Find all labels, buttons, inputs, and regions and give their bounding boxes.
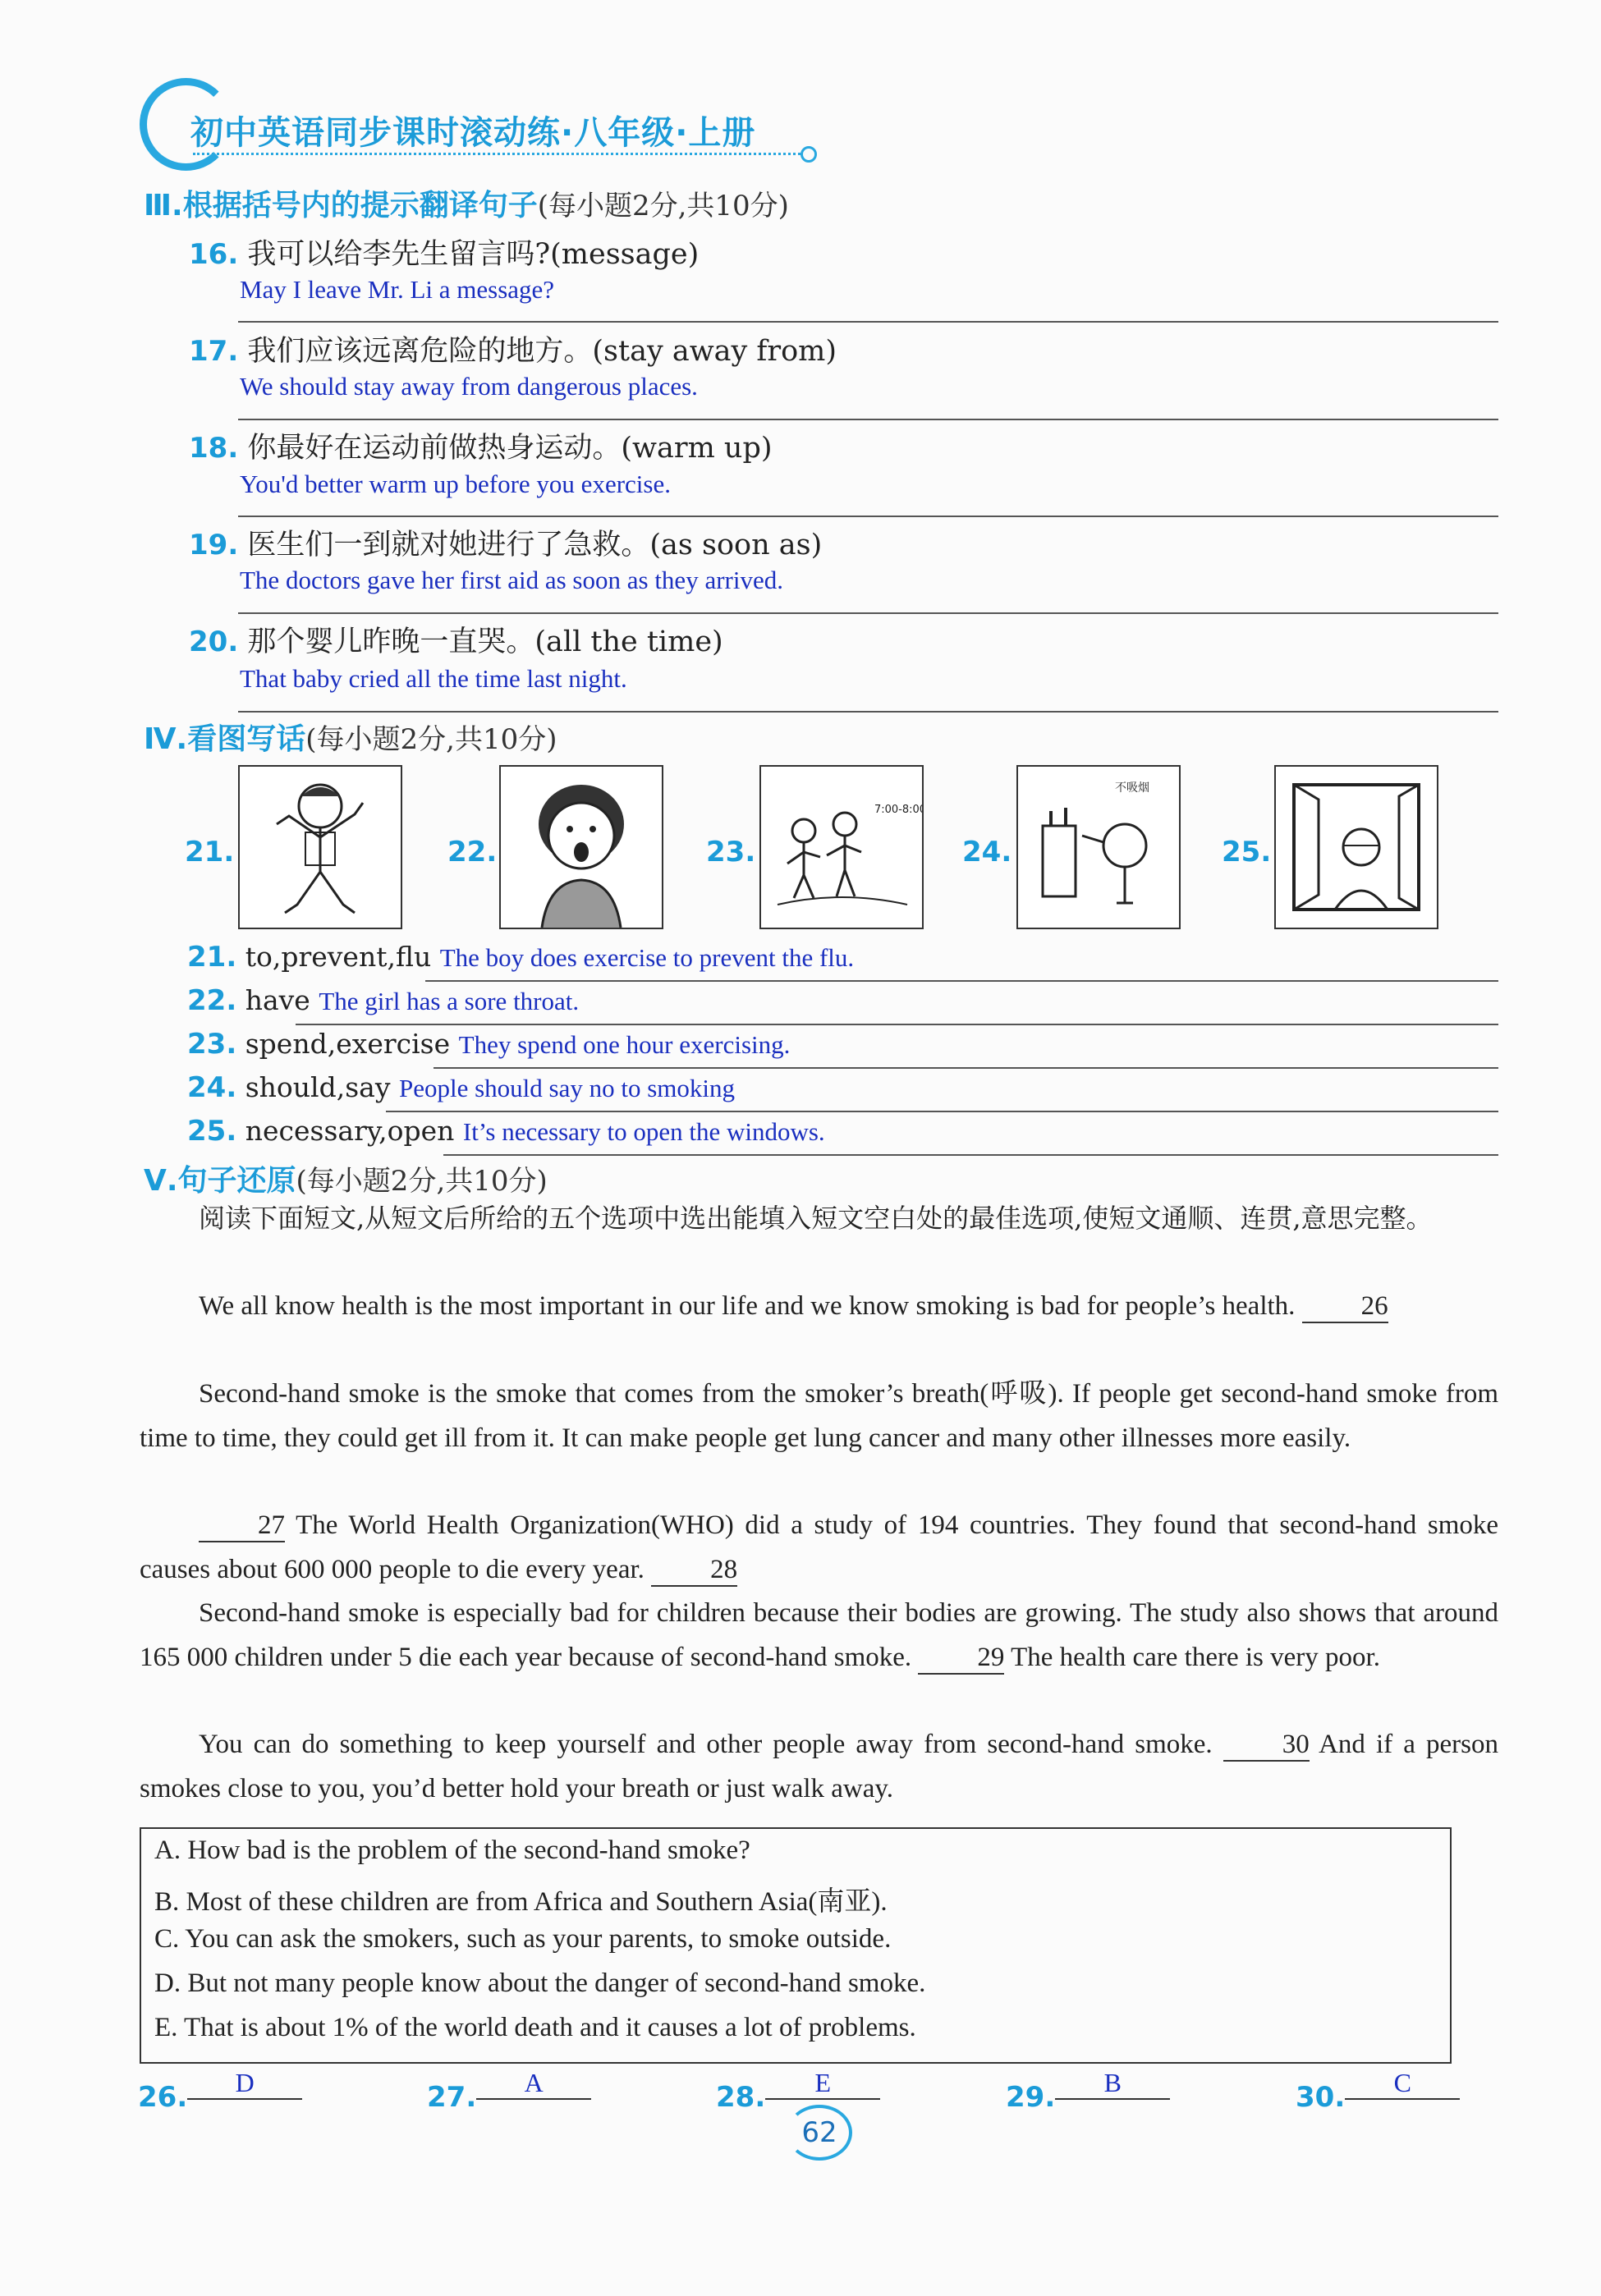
section-5-title: Ⅴ.句子还原(每小题2分,共10分) xyxy=(144,1164,548,1198)
picture-time-label: 7:00-8:00 xyxy=(874,804,922,816)
write-line xyxy=(443,1154,1498,1156)
write-line xyxy=(434,1067,1498,1069)
write-item-22: 22. have The girl has a sore throat. xyxy=(187,984,580,1017)
picture-number: 22. xyxy=(447,836,498,868)
answer-28: 28. E xyxy=(716,2081,880,2115)
question-16: 16. 我可以给李先生留言吗?(message) xyxy=(189,238,700,271)
header-dot-ornament xyxy=(800,146,817,163)
answer-20: That baby cried all the time last night. xyxy=(240,664,627,693)
picture-open-window xyxy=(1274,765,1438,929)
write-line xyxy=(386,1111,1498,1112)
blank-27: 27 xyxy=(199,1510,285,1542)
blank-30: 30 xyxy=(1223,1729,1310,1762)
option-a: A. How bad is the problem of the second-hand smoke? xyxy=(154,1835,750,1865)
question-18: 18. 你最好在运动前做热身运动。(warm up) xyxy=(189,432,773,465)
option-c: C. You can ask the smokers, such as your parents, to smoke outside. xyxy=(154,1924,892,1954)
picture-number: 25. xyxy=(1222,836,1272,868)
picture-boy-exercising xyxy=(238,765,402,929)
picture-kids-exercise-hour xyxy=(759,765,924,929)
header-divider xyxy=(193,153,800,155)
book-title: 初中英语同步课时滚动练·八年级·上册 xyxy=(190,114,756,152)
write-line xyxy=(425,980,1498,982)
passage-paragraph-1: We all know health is the most important in our life and we know smoking is bad for people’s health. 26 xyxy=(140,1285,1498,1329)
question-20: 20. 那个婴儿昨晚一直哭。(all the time) xyxy=(189,626,723,658)
answer-line xyxy=(238,419,1498,420)
blank-28: 28 xyxy=(651,1554,737,1587)
passage-paragraph-3: 27 The World Health Organization(WHO) did a study of 194 countries. They found that second-hand smoke causes about 600 000 people to die every year. 28 xyxy=(140,1504,1498,1592)
picture-sign-text: 不吸烟 xyxy=(1115,781,1149,795)
page-number: 62 xyxy=(787,2105,852,2161)
passage-paragraph-4: Second-hand smoke is especially bad for children because their bodies are growing. The study also shows that around 165 000 children under 5 die each year because of second-hand smoke. 29 The health care there is very poor. xyxy=(140,1592,1498,1680)
answer-line xyxy=(238,711,1498,713)
write-item-25: 25. necessary,open It’s necessary to open the windows. xyxy=(187,1115,825,1148)
option-e: E. That is about 1% of the world death and it causes a lot of problems. xyxy=(154,2013,916,2042)
picture-number: 23. xyxy=(706,836,756,868)
instruction-text: 阅读下面短文,从短文后所给的五个选项中选出能填入短文空白处的最佳选项,使短文通顺、连贯,意思完整。 xyxy=(199,1203,1433,1234)
passage-paragraph-5: You can do something to keep yourself and other people away from second-hand smoke. 30 And if a person smokes close to you, you’d better hold your breath or just walk away. xyxy=(140,1730,1498,1803)
answer-27: 27. A xyxy=(427,2081,591,2115)
section-3-title: Ⅲ.根据括号内的提示翻译句子(每小题2分,共10分) xyxy=(144,189,789,222)
question-17: 17. 我们应该远离危险的地方。(stay away from) xyxy=(189,335,837,368)
blank-26: 26 xyxy=(1302,1290,1388,1323)
picture-girl-sore-throat xyxy=(499,765,663,929)
option-b: B. Most of these children are from Africa and Southern Asia(南亚). xyxy=(154,1887,888,1917)
picture-number: 24. xyxy=(962,836,1012,868)
write-line xyxy=(296,1024,1498,1025)
blank-29: 29 xyxy=(918,1642,1004,1675)
question-19: 19. 医生们一到就对她进行了急救。(as soon as) xyxy=(189,529,823,561)
picture-number: 21. xyxy=(185,836,235,868)
answer-line xyxy=(238,321,1498,323)
answer-18: You'd better warm up before you exercise. xyxy=(240,470,671,498)
write-item-24: 24. should,say People should say no to smoking xyxy=(187,1071,735,1104)
write-item-21: 21. to,prevent,flu The boy does exercise to prevent the flu. xyxy=(187,941,855,974)
answer-19: The doctors gave her first aid as soon as they arrived. xyxy=(240,566,783,594)
answer-17: We should stay away from dangerous places. xyxy=(240,372,698,401)
answer-16: May I leave Mr. Li a message? xyxy=(240,275,555,304)
answer-29: 29. B xyxy=(1006,2081,1170,2115)
section-4-title: Ⅳ.看图写话(每小题2分,共10分) xyxy=(144,722,557,756)
answer-30: 30. C xyxy=(1296,2081,1460,2115)
write-item-23: 23. spend,exercise They spend one hour exercising. xyxy=(187,1028,791,1061)
answer-line xyxy=(238,516,1498,517)
passage-paragraph-2: Second-hand smoke is the smoke that comes from the smoker’s breath(呼吸). If people get second-hand smoke from time to time, they could get ill from it. It can make people get lung cancer and many other illnesses more easily. xyxy=(140,1379,1498,1453)
answer-26: 26. D xyxy=(138,2081,302,2115)
options-box xyxy=(140,1827,1452,2064)
picture-no-smoking xyxy=(1016,765,1181,929)
answer-line xyxy=(238,612,1498,614)
option-d: D. But not many people know about the danger of second-hand smoke. xyxy=(154,1968,926,1998)
